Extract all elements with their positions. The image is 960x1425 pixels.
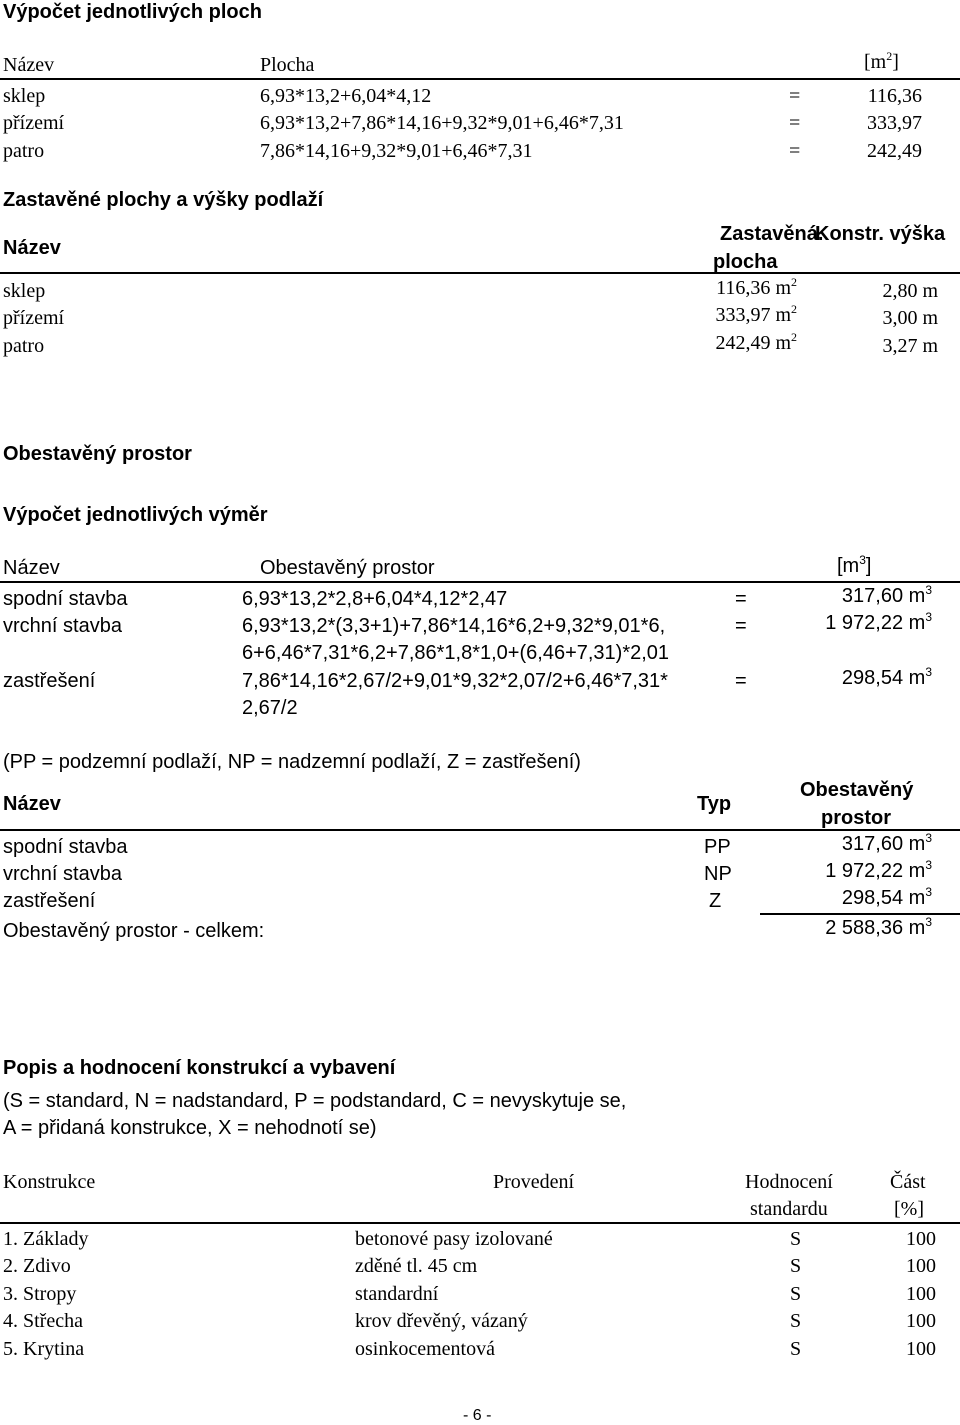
row-type: PP — [704, 836, 731, 858]
col-header-height: Konstr. výška — [815, 223, 946, 245]
row-name: sklep — [3, 280, 46, 302]
row-formula: 7,86*14,16*2,67/2+9,01*9,32*2,07/2+6,46*7,31* — [242, 670, 668, 692]
row-name: patro — [3, 335, 45, 357]
row-area: 116,36 $m^2$ — [716, 275, 797, 299]
col-header-volume: Obestavěný — [800, 779, 914, 801]
header-divider — [0, 78, 960, 80]
row-value: 333,97 — [867, 112, 922, 134]
row-eq: = — [789, 140, 801, 162]
col-header-construction: Konstrukce — [3, 1171, 96, 1193]
row-height: 3,27 m — [882, 335, 938, 357]
row-formula: 7,86*14,16+9,32*9,01+6,46*7,31 — [260, 140, 533, 162]
row-rating: S — [790, 1283, 802, 1305]
row-execution: standardní — [355, 1283, 439, 1305]
header-divider — [0, 829, 960, 831]
row-part: 100 — [906, 1255, 936, 1277]
row-construction: 2. Zdivo — [3, 1255, 71, 1277]
col-header-name: Název — [3, 237, 61, 259]
row-eq: = — [735, 670, 747, 692]
col-header-part: Část — [890, 1171, 926, 1193]
row-part: 100 — [906, 1338, 936, 1360]
row-execution: betonové pasy izolované — [355, 1228, 553, 1250]
row-area: 242,49 $m^2$ — [715, 330, 797, 354]
row-part: 100 — [906, 1283, 936, 1305]
construction-legend-2: A = přidaná konstrukce, X = nehodnotí se) — [3, 1117, 377, 1139]
row-name: zastřešení — [3, 670, 96, 692]
col-header-built-area: Zastavěná. — [720, 223, 824, 245]
row-name: spodní stavba — [3, 836, 128, 858]
section-subtitle-volume-calc: Výpočet jednotlivých výměr — [3, 504, 268, 526]
row-value: 116,36 — [867, 85, 922, 107]
row-eq: = — [789, 85, 801, 107]
row-type: NP — [704, 863, 732, 885]
row-construction: 1. Základy — [3, 1228, 89, 1250]
row-name: patro — [3, 140, 45, 162]
row-rating: S — [790, 1255, 802, 1277]
col-header-unit: $[m^3]$ — [837, 553, 872, 577]
col-header-unit: $[m^2]$ — [864, 49, 899, 73]
row-name: sklep — [3, 85, 46, 107]
row-rating: S — [790, 1338, 802, 1360]
section-title-built-areas: Zastavěné plochy a výšky podlaží — [3, 189, 324, 211]
row-formula-cont: 2,67/2 — [242, 697, 298, 719]
row-part: 100 — [906, 1310, 936, 1332]
row-construction: 5. Krytina — [3, 1338, 85, 1360]
row-name: vrchní stavba — [3, 863, 122, 885]
col-header-built-area-2: plocha — [713, 251, 778, 273]
row-formula: 6,93*13,2*(3,3+1)+7,86*14,16*6,2+9,32*9,01*6, — [242, 615, 666, 637]
row-execution: krov dřevěný, vázaný — [355, 1310, 528, 1332]
col-header-name: Název — [3, 557, 60, 579]
section-title-construction: Popis a hodnocení konstrukcí a vybavení — [3, 1057, 396, 1079]
col-header-name: Název — [3, 54, 55, 76]
row-name: přízemí — [3, 307, 65, 329]
row-eq: = — [789, 112, 801, 134]
row-value: 298,54 $m^3$ — [841, 665, 932, 689]
row-name: přízemí — [3, 112, 65, 134]
section-title-areas: Výpočet jednotlivých ploch — [3, 1, 262, 23]
col-header-rating: Hodnocení — [745, 1171, 833, 1193]
row-value: 317,60 $m^3$ — [841, 831, 932, 855]
row-execution: zděné tl. 45 cm — [355, 1255, 478, 1277]
row-rating: S — [790, 1310, 802, 1332]
col-header-volume-2: prostor — [821, 807, 891, 829]
col-header-area: Plocha — [260, 54, 315, 76]
row-construction: 3. Stropy — [3, 1283, 77, 1305]
row-type: Z — [709, 890, 722, 912]
row-height: 3,00 m — [882, 307, 938, 329]
row-area: 333,97 $m^2$ — [715, 302, 797, 326]
row-value: 1 972,22 $m^3$ — [825, 858, 932, 882]
col-header-name: Název — [3, 793, 61, 815]
row-rating: S — [790, 1228, 802, 1250]
row-formula: 6,93*13,2+7,86*14,16+9,32*9,01+6,46*7,31 — [260, 112, 624, 134]
row-height: 2,80 m — [882, 280, 938, 302]
header-divider — [0, 272, 960, 274]
row-name: spodní stavba — [3, 588, 128, 610]
row-value: 298,54 $m^3$ — [841, 885, 932, 909]
header-divider — [0, 581, 960, 583]
page-number: - 6 - — [463, 1407, 492, 1424]
col-header-execution: Provedení — [493, 1171, 575, 1193]
row-eq: = — [735, 615, 747, 637]
construction-legend-1: (S = standard, N = nadstandard, P = podstandard, C = nevyskytuje se, — [3, 1090, 627, 1112]
header-divider — [0, 1222, 960, 1224]
col-header-type: Typ — [697, 793, 732, 815]
row-name: zastřešení — [3, 890, 96, 912]
row-part: 100 — [906, 1228, 936, 1250]
col-header-volume: Obestavěný prostor — [260, 557, 435, 579]
row-formula: 6,93*13,2*2,8+6,04*4,12*2,47 — [242, 588, 508, 610]
row-value: 317,60 $m^3$ — [841, 583, 932, 607]
row-formula-cont: 6+6,46*7,31*6,2+7,86*1,8*1,0+(6,46+7,31)*2,01 — [242, 642, 670, 664]
row-execution: osinkocementová — [355, 1338, 495, 1360]
total-value: 2 588,36 $m^3$ — [825, 915, 932, 939]
row-value: 242,49 — [867, 140, 922, 162]
row-value: 1 972,22 $m^3$ — [825, 610, 932, 634]
volume-legend: (PP = podzemní podlaží, NP = nadzemní podlaží, Z = zastřešení) — [3, 751, 581, 773]
row-formula: 6,93*13,2+6,04*4,12 — [260, 85, 432, 107]
total-label: Obestavěný prostor - celkem: — [3, 920, 265, 942]
col-header-part-2: [%] — [894, 1198, 924, 1220]
col-header-rating-2: standardu — [750, 1198, 828, 1220]
row-eq: = — [735, 588, 747, 610]
section-title-volume: Obestavěný prostor — [3, 443, 192, 465]
row-construction: 4. Střecha — [3, 1310, 83, 1332]
row-name: vrchní stavba — [3, 615, 122, 637]
